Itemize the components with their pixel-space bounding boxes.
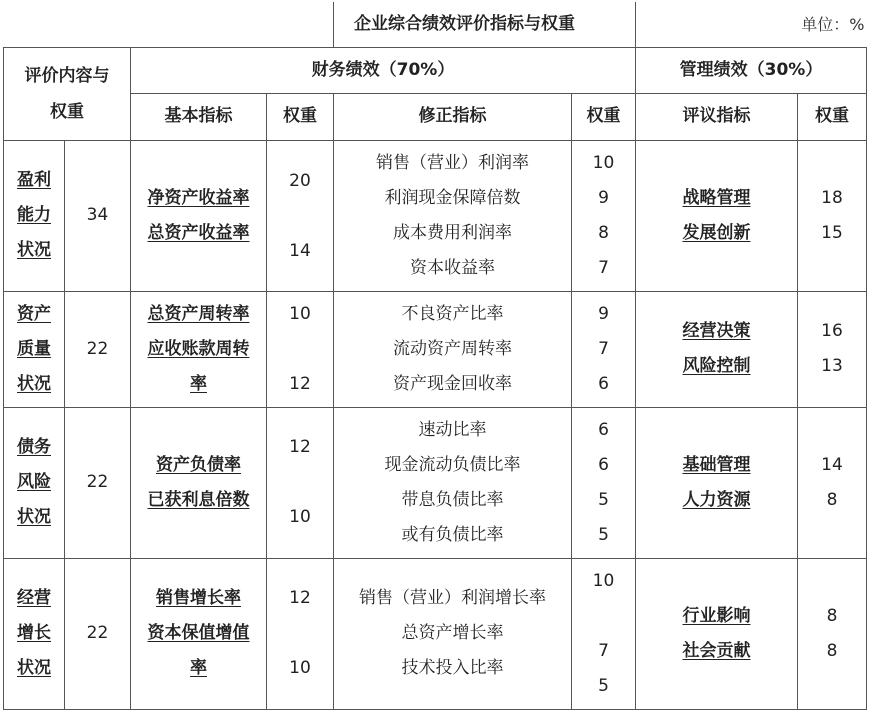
review-indicator: 风险控制 (682, 356, 751, 376)
category-line: 增长 (17, 623, 51, 643)
modify-weight: 10 (592, 152, 615, 173)
basic-indicators (131, 407, 267, 558)
modify-weights (572, 407, 636, 558)
review-indicators (636, 140, 798, 291)
modify-indicators (334, 140, 572, 291)
title-blank (4, 2, 334, 47)
modify-weights (572, 558, 636, 709)
basic-indicator: 资本保值增值 (147, 623, 250, 643)
modify-weight: 7 (598, 338, 609, 359)
review-weight: 16 (821, 321, 843, 341)
modify-indicator: 流动资产周转率 (393, 338, 512, 359)
modify-indicator: 成本费用利润率 (393, 222, 512, 243)
modify-weight: 9 (598, 187, 609, 208)
modify-indicator: 总资产增长率 (401, 623, 504, 643)
basic-weight: 14 (289, 240, 311, 261)
basic-weight: 12 (289, 437, 311, 457)
review-indicators (636, 558, 798, 709)
review-weight: 14 (821, 454, 843, 475)
category-line: 状况 (17, 658, 51, 678)
review-indicators (636, 291, 798, 407)
basic-weight: 12 (289, 588, 311, 608)
table-title: 企业综合绩效评价指标与权重 (334, 2, 636, 47)
review-indicator: 社会贡献 (682, 640, 751, 661)
category-line: 状况 (17, 373, 51, 394)
review-indicator: 基础管理 (682, 454, 751, 475)
category-cell (4, 140, 65, 291)
modify-indicator: 资本收益率 (410, 257, 495, 278)
modify-weight: 8 (598, 222, 609, 243)
modify-indicator: 或有负债比率 (401, 524, 504, 545)
modify-indicator: 利润现金保障倍数 (384, 187, 521, 208)
modify-weight: 6 (598, 454, 609, 475)
category-line: 经营 (17, 588, 51, 608)
modify-indicator: 现金流动负债比率 (384, 454, 521, 475)
basic-indicator: 率 (190, 373, 207, 394)
header-review-weight: 权重 (798, 93, 867, 140)
modify-indicators (334, 291, 572, 407)
modify-indicator: 带息负债比率 (401, 489, 504, 510)
basic-indicator: 净资产收益率 (147, 187, 250, 208)
review-weights (798, 407, 867, 558)
basic-indicators (131, 291, 267, 407)
basic-weight: 10 (289, 303, 311, 324)
table-row (4, 140, 867, 291)
basic-indicators (131, 558, 267, 709)
category-line: 质量 (17, 338, 51, 359)
category-weight: 34 (65, 140, 131, 291)
category-line: 状况 (17, 240, 51, 260)
header-management: 管理绩效（30%） (636, 47, 867, 93)
basic-weight (267, 332, 333, 367)
basic-indicator: 销售增长率 (156, 588, 241, 608)
review-weight: 8 (826, 489, 838, 510)
modify-indicators (334, 558, 572, 709)
modify-indicator: 销售（营业）利润增长率 (359, 588, 546, 608)
basic-indicators (131, 140, 267, 291)
basic-indicator: 已获利息倍数 (147, 489, 250, 510)
modify-indicator: 速动比率 (418, 419, 487, 440)
review-weight: 8 (826, 605, 838, 626)
indicator-table (3, 2, 867, 710)
table-row (4, 558, 867, 709)
review-indicators (636, 407, 798, 558)
basic-weight: 10 (289, 507, 311, 527)
review-indicator: 经营决策 (682, 321, 751, 341)
review-weights (798, 558, 867, 709)
basic-weight: 10 (289, 658, 311, 678)
review-weight: 13 (821, 356, 843, 376)
review-weights (798, 140, 867, 291)
header-financial: 财务绩效（70%） (131, 47, 636, 93)
review-weight: 15 (821, 222, 843, 243)
category-line: 盈利 (17, 170, 51, 190)
basic-weight: 12 (289, 373, 311, 394)
header-basic-indicator: 基本指标 (131, 93, 267, 140)
basic-weights (267, 558, 334, 709)
modify-weight: 5 (598, 524, 609, 545)
modify-weights (572, 291, 636, 407)
basic-weights (267, 140, 334, 291)
review-indicator: 战略管理 (682, 187, 751, 208)
category-line: 债务 (17, 437, 51, 457)
category-cell (4, 407, 65, 558)
review-indicator: 人力资源 (682, 489, 751, 510)
modify-indicator: 技术投入比率 (401, 658, 504, 678)
modify-weight: 5 (598, 675, 609, 696)
category-weight: 22 (65, 558, 131, 709)
modify-indicator: 销售（营业）利润率 (376, 152, 529, 173)
unit-label: 单位：% (636, 2, 867, 47)
basic-weights (267, 291, 334, 407)
review-weights (798, 291, 867, 407)
header-basic-weight: 权重 (267, 93, 334, 140)
table-row (4, 407, 867, 558)
modify-weight: 10 (592, 570, 615, 591)
table-row (4, 291, 867, 407)
modify-indicator: 资产现金回收率 (393, 373, 512, 394)
basic-indicator: 资产负债率 (156, 454, 241, 475)
review-indicator: 行业影响 (682, 605, 751, 626)
category-line: 状况 (17, 507, 51, 527)
category-cell (4, 291, 65, 407)
review-weight: 8 (826, 640, 838, 661)
header-modify-weight: 权重 (572, 93, 636, 140)
category-line: 资产 (17, 303, 51, 324)
header-content-weight-text: 评价内容与权重 (24, 65, 110, 122)
modify-weights (572, 140, 636, 291)
review-weight: 18 (821, 187, 843, 208)
category-line: 风险 (17, 472, 51, 492)
modify-weight: 6 (598, 373, 609, 394)
modify-weight: 6 (598, 419, 609, 440)
modify-indicators (334, 407, 572, 558)
review-indicator: 发展创新 (682, 222, 751, 243)
basic-indicator: 率 (190, 658, 207, 678)
modify-weight: 7 (598, 257, 609, 278)
basic-weights (267, 407, 334, 558)
header-modify-indicator: 修正指标 (334, 93, 572, 140)
header-review-indicator: 评议指标 (636, 93, 798, 140)
category-weight: 22 (65, 291, 131, 407)
basic-weight: 20 (289, 170, 311, 191)
header-content-weight (4, 47, 131, 140)
basic-indicator: 总资产周转率 (147, 303, 250, 324)
modify-weight: 9 (598, 303, 609, 324)
basic-indicator: 总资产收益率 (147, 222, 250, 243)
modify-weight: 7 (598, 640, 609, 661)
category-weight: 22 (65, 407, 131, 558)
basic-weight (267, 616, 333, 651)
modify-weight: 5 (598, 489, 609, 510)
basic-indicator: 应收账款周转 (147, 338, 250, 359)
category-line: 能力 (17, 205, 51, 225)
modify-indicator: 不良资产比率 (401, 303, 504, 324)
category-cell (4, 558, 65, 709)
